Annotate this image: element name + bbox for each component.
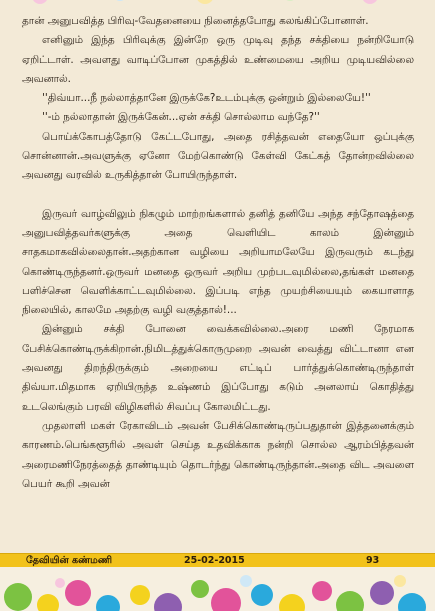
paragraph-5: பொய்க்கோபத்தோடு கேட்டபோது, அதை ரசித்தவன் எதையோ ஒப்புக்கு சொன்னான்.அவளுக்கு ஏனோ மேற்கொண்டு கேள்வி கேட்கத் தோன்றவில்லை அவனது வரவில் உருகித்தான் போயிருந்தாள்.: [22, 130, 414, 182]
paragraph-7: இன்னும் சக்தி போனை வைக்கவில்லை.அரை மணி நேரமாக பேசிக்கொண்டிருக்கிறான்.நிமிடத்துக்கொருமுறை அவன் வைத்து விட்டானா என அவனது திறந்திருக்கும் அறையை எட்டிப் பார்த்துக்கொண்டிருந்தாள் திவ்யா.மிதமாக ஏறியிருந்த உஷ்ணம் இப்போது கடும் அனலாய் கொதித்து உடலெங்கும் பரவி விழிகளில் சிவப்பு கோலமிட்டது.: [22, 323, 414, 413]
paragraph-8: முதலாளி மகள் ரேகாவிடம் அவன் பேசிக்கொண்டிருப்பதுதான் இத்தனைக்கும் காரணம்.பெங்களூரில் அவள் செய்த உதவிக்காக நன்றி சொல்ல ஆரம்பித்தவன் அரைமணிநேரத்தைத் தாண்டியும் தொடர்ந்து கொண்டிருந்தான்.அதை விட அவளை பெயர் கூறி அவன்: [22, 419, 414, 490]
article-body: [22, 12, 414, 494]
bottom-decorative-circles: [0, 567, 435, 611]
top-decorative-strip: [0, 0, 435, 8]
paragraph-2: எனினும் இந்த பிரிவுக்கு இன்றே ஒரு முடிவு தந்த சக்தியை நன்றியோடு ஏறிட்டாள். அவளது வாடிப்போன முகத்தில் உண்மையை அறிய முடியவில்லை அவனால்.: [22, 34, 414, 85]
page-number: 93: [366, 555, 380, 566]
section-gap: [22, 186, 414, 205]
issue-date: 25-02-2015: [184, 555, 245, 566]
paragraph-6: இருவர் வாழ்விலும் நிகழும் மாற்றங்களால் தனித் தனியே அந்த சந்தோஷத்தை அனுபவித்தவர்களுக்கு அதை வெளியிட காலம் இன்னும் சாதகமாகவில்லைதான்.அதற்கான வழியை அறியாமலேயே இருவரும் கடந்து கொண்டிருந்தனர்.ஒருவர் மனதை ஒருவர் அறிய முற்படவுமில்லை,தங்கள் மனதை பளிச்சென வெளிக்காட்டவுமில்லை. இப்படி எந்த முயற்சியையும் கையாளாத நிலையில், காலமே அதற்கு வழி வகுத்தால்!...: [22, 207, 414, 317]
paragraph-1: தான் அனுபவித்த பிரிவு-வேதனையை நினைத்தபோது கலங்கிப்போனாள்.: [22, 15, 369, 27]
paragraph-4: ''-ம் நல்லாதான் இருக்கேன்...ஏன் சக்தி சொல்லாம வந்தே?'': [42, 111, 320, 124]
footer-bar: [0, 553, 435, 568]
paragraph-3: ''திவ்யா...நீ நல்லாத்தானே இருக்கே?உடம்புக்கு ஒன்றும் இல்லையே!'': [42, 92, 371, 105]
magazine-name: தேவியின் கண்மணி: [26, 555, 112, 566]
